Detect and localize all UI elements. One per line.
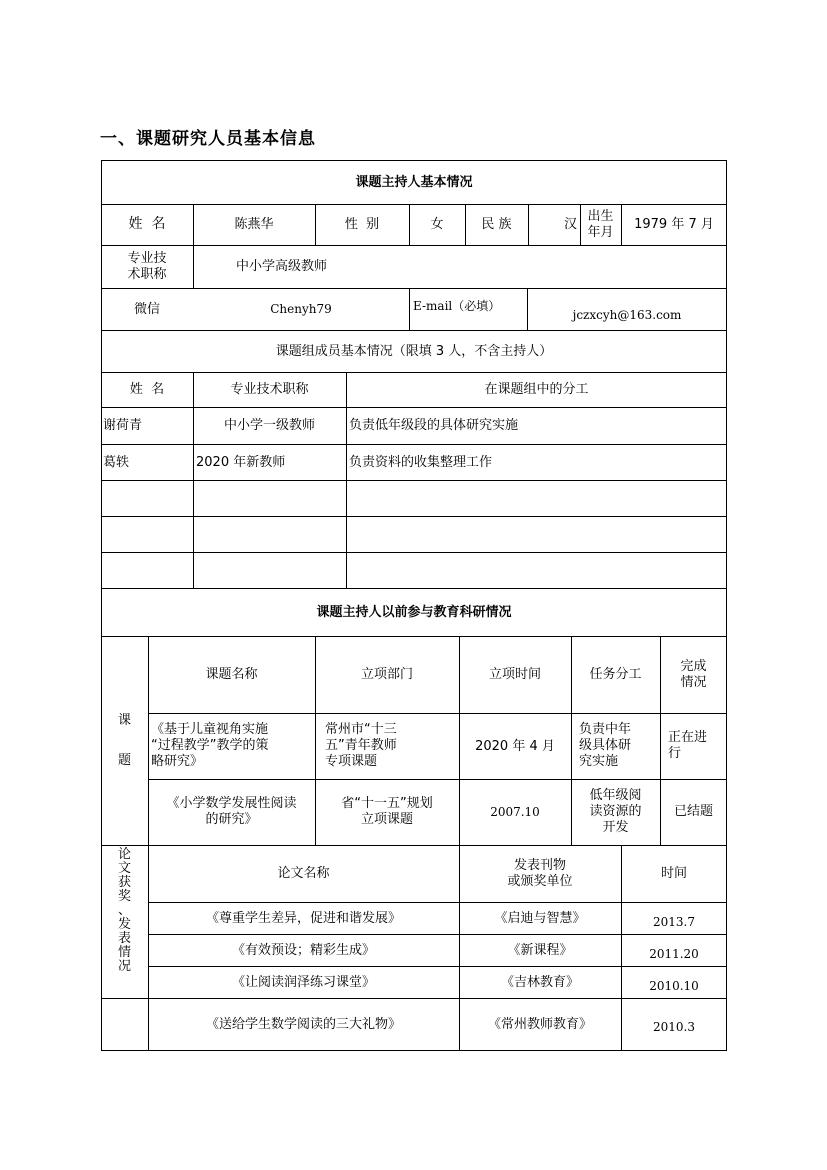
paper-publication: 《启迪与智慧》 bbox=[494, 910, 586, 926]
host-birth: 1979 年 7 月 bbox=[634, 217, 714, 232]
department-line: 专项课题 bbox=[325, 754, 378, 769]
project-task-header: 任务分工 bbox=[589, 667, 642, 682]
department-line: 立项课题 bbox=[360, 812, 413, 827]
status-line: 正在进 bbox=[668, 730, 708, 745]
status-header-line: 情况 bbox=[680, 674, 707, 690]
rule bbox=[101, 552, 727, 553]
project-department bbox=[315, 779, 459, 845]
project-status bbox=[660, 713, 727, 779]
department-line: 五”青年教师 bbox=[325, 738, 397, 753]
host-section-title: 课题主持人基本情况 bbox=[355, 174, 473, 190]
paper-name: 《尊重学生差异，促进和谐发展》 bbox=[205, 910, 401, 926]
project-task bbox=[571, 713, 660, 779]
side-label-char: 情 bbox=[117, 945, 131, 960]
project-name-line: 《小学数学发展性阅读 bbox=[166, 796, 297, 811]
project-name-header: 课题名称 bbox=[205, 667, 258, 682]
paper-publication-header bbox=[459, 845, 621, 902]
paper-publication: 《新课程》 bbox=[507, 942, 573, 958]
side-label-char: 论 bbox=[117, 847, 131, 862]
member-title: 2020 年新教师 bbox=[196, 454, 286, 470]
side-label-char: 况 bbox=[117, 959, 131, 974]
member-role: 负责资料的收集整理工作 bbox=[349, 454, 493, 470]
project-department bbox=[315, 713, 459, 779]
task-line: 开发 bbox=[602, 820, 629, 835]
project-time: 2020 年 4 月 bbox=[475, 738, 555, 754]
birth-label-line: 出生 bbox=[587, 208, 614, 224]
paper-time: 2010.3 bbox=[653, 1020, 695, 1034]
host-email: jczxcyh@163.com bbox=[572, 308, 682, 322]
title-label-line: 专业技 bbox=[127, 250, 167, 266]
project-name bbox=[148, 713, 315, 779]
member-role: 负责低年级段的具体研究实施 bbox=[349, 418, 519, 433]
department-line: 省“十一五”规划 bbox=[341, 796, 433, 811]
paper-name: 《让阅读润泽练习课堂》 bbox=[231, 974, 375, 990]
research-info-form bbox=[101, 160, 727, 1051]
side-label-char: 发 bbox=[117, 917, 131, 932]
project-name-line: 的研究》 bbox=[205, 812, 258, 827]
side-label-char: 获 bbox=[117, 875, 131, 890]
birth-label-line: 年月 bbox=[587, 224, 614, 240]
birth-label bbox=[580, 204, 621, 245]
side-label-char: 题 bbox=[117, 752, 131, 768]
paper-name-header: 论文名称 bbox=[277, 866, 330, 881]
paper-name: 《送给学生数学阅读的三大礼物》 bbox=[205, 1017, 401, 1032]
wechat-label: 微信 bbox=[133, 301, 160, 317]
project-department-header: 立项部门 bbox=[360, 667, 413, 682]
project-name-line: 略研究》 bbox=[151, 754, 204, 769]
status-line: 行 bbox=[668, 746, 682, 761]
status-header-line: 完成 bbox=[680, 658, 707, 674]
rule bbox=[101, 480, 727, 481]
department-line: 常州市“十三 bbox=[325, 722, 397, 737]
paper-time: 2013.7 bbox=[653, 915, 695, 929]
project-task bbox=[571, 779, 660, 845]
title-label bbox=[101, 245, 193, 288]
task-line: 读资源的 bbox=[589, 804, 642, 819]
side-label-char: 文 bbox=[117, 861, 131, 876]
project-name-line: 《基于儿童视角实施 bbox=[151, 722, 269, 737]
email-label: E-mail（必填） bbox=[413, 298, 501, 313]
research-section-title: 课题主持人以前参与教育科研情况 bbox=[316, 604, 512, 620]
paper-name: 《有效预设；精彩生成》 bbox=[231, 942, 375, 958]
task-line: 低年级阅 bbox=[589, 788, 642, 803]
name-label: 姓 名 bbox=[128, 216, 166, 232]
papers-side-label bbox=[101, 848, 148, 998]
side-label-char: 奖 bbox=[117, 889, 131, 904]
member-name: 葛轶 bbox=[103, 454, 130, 470]
task-line: 级具体研 bbox=[579, 738, 632, 753]
rule bbox=[101, 516, 727, 517]
publication-header-line: 发表刊物 bbox=[513, 857, 566, 873]
research-side-label bbox=[101, 636, 148, 845]
rule bbox=[101, 1050, 727, 1051]
title-label-line: 术职称 bbox=[127, 266, 167, 282]
project-time: 2007.10 bbox=[490, 804, 540, 819]
ethnicity-label: 民 族 bbox=[481, 217, 512, 232]
member-name: 谢荷青 bbox=[103, 418, 143, 433]
members-section-title: 课题组成员基本情况（限填 3 人，不含主持人） bbox=[275, 343, 553, 359]
project-status-header bbox=[660, 636, 727, 713]
paper-publication: 《吉林教育》 bbox=[500, 974, 579, 990]
section-heading: 一、课题研究人员基本信息 bbox=[100, 129, 316, 149]
project-time-header: 立项时间 bbox=[488, 667, 541, 682]
task-line: 究实施 bbox=[579, 754, 619, 769]
status-line: 已结题 bbox=[673, 804, 713, 819]
project-status bbox=[660, 779, 727, 845]
side-label-char: 表 bbox=[117, 931, 131, 946]
paper-time: 2011.20 bbox=[649, 947, 699, 961]
side-label-char: 、 bbox=[117, 903, 131, 918]
project-name-line: “过程教学”教学的策 bbox=[151, 738, 269, 753]
project-name bbox=[148, 779, 315, 845]
member-title: 中小学一级教师 bbox=[223, 418, 315, 433]
publication-header-line: 或颁奖单位 bbox=[507, 873, 573, 889]
member-name-header: 姓 名 bbox=[129, 382, 165, 397]
member-role-header: 在课题组中的分工 bbox=[484, 382, 589, 397]
host-name: 陈燕华 bbox=[234, 217, 274, 232]
paper-publication: 《常州教师教育》 bbox=[487, 1017, 592, 1032]
paper-time-header: 时间 bbox=[660, 866, 687, 881]
gender-label: 性 别 bbox=[344, 217, 380, 232]
host-title: 中小学高级教师 bbox=[236, 259, 328, 274]
host-gender: 女 bbox=[430, 217, 444, 232]
side-label-char: 课 bbox=[117, 712, 131, 728]
host-wechat: Chenyh79 bbox=[270, 301, 332, 316]
host-ethnicity: 汉 bbox=[563, 217, 577, 232]
member-title-header: 专业技术职称 bbox=[230, 382, 309, 397]
paper-time: 2010.10 bbox=[649, 979, 699, 993]
task-line: 负责中年 bbox=[579, 722, 632, 737]
